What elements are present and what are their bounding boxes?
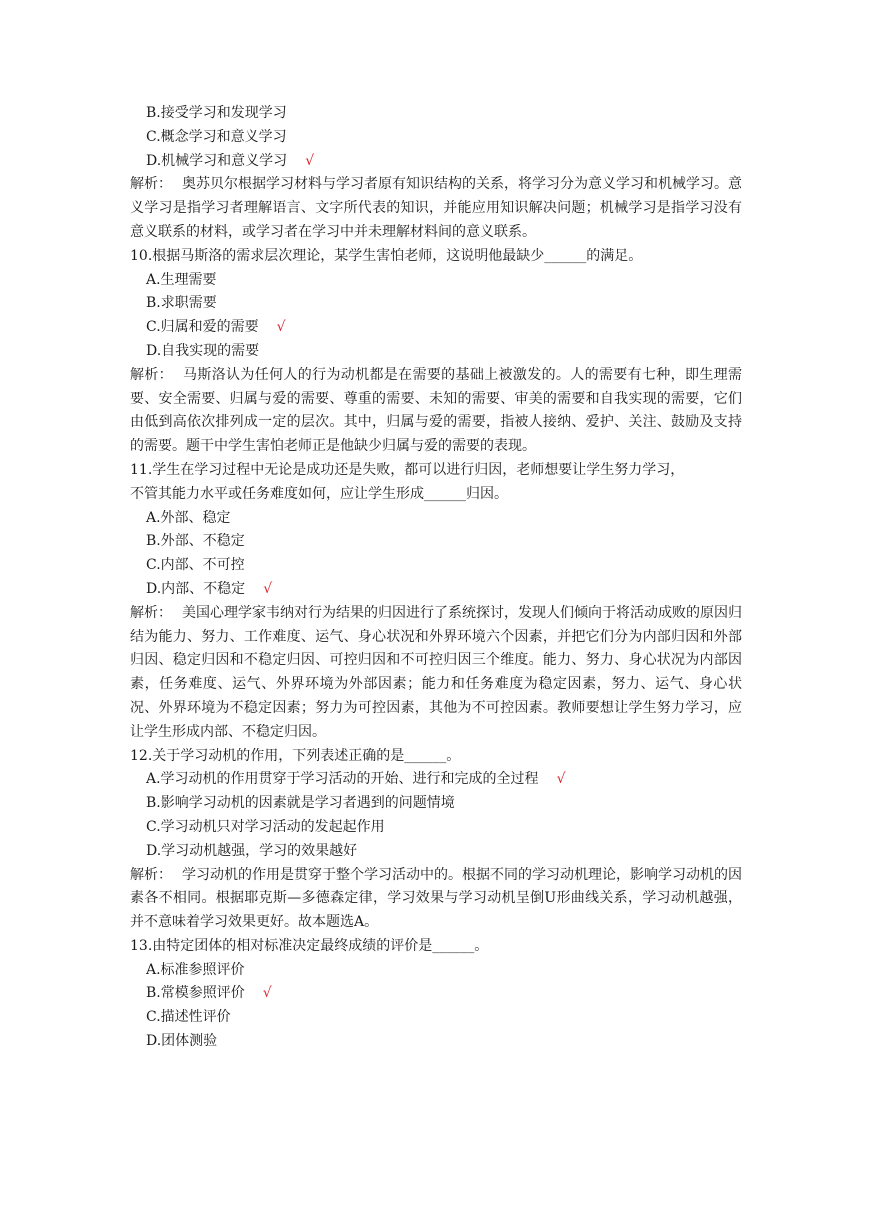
option-12-d: D.学习动机越强，学习的效果越好 — [146, 842, 358, 859]
document-page — [130, 102, 742, 1054]
option-9-d: D.机械学习和意义学习 √ — [146, 152, 315, 169]
correct-check-icon: √ — [276, 319, 286, 336]
question-13-stem: 13.由特定团体的相对标准决定最终成绩的评价是______。 — [130, 937, 489, 954]
option-13-b: B.常模参照评价 √ — [146, 985, 272, 1002]
explanation-label: 解析： — [130, 604, 172, 621]
explanation-9 — [130, 173, 742, 244]
correct-check-icon: √ — [556, 771, 566, 788]
option-11-c: C.内部、不可控 — [146, 557, 245, 574]
option-12-b: B.影响学习动机的因素就是学习者遇到的问题情境 — [146, 795, 455, 812]
explanation-label: 解析： — [130, 176, 172, 193]
option-10-c: C.归属和爱的需要 √ — [146, 319, 286, 336]
option-11-b: B.外部、不稳定 — [146, 533, 245, 550]
option-11-d: D.内部、不稳定 √ — [146, 580, 273, 597]
option-10-d: D.自我实现的需要 — [146, 342, 260, 359]
explanation-text: 学习动机的作用是贯穿于整个学习活动中的。根据不同的学习动机理论，影响学习动机的因素各不相同。根据耶克斯—多德森定律，学习效果与学习动机呈倒U形曲线关系，学习动机越强，并不意味着学习效果更好。故本题选A。 — [130, 866, 742, 931]
question-11 — [130, 459, 742, 745]
option-9-c: C.概念学习和意义学习 — [146, 128, 287, 145]
question-10-stem: 10.根据马斯洛的需求层次理论，某学生害怕老师，这说明他最缺少______的满足。 — [130, 247, 643, 264]
option-12-c: C.学习动机只对学习活动的发起起作用 — [146, 818, 385, 835]
option-12-a: A.学习动机的作用贯穿于学习活动的开始、进行和完成的全过程 √ — [146, 771, 566, 788]
correct-check-icon: √ — [263, 580, 273, 597]
option-13-c: C.描述性评价 — [146, 1009, 231, 1026]
option-9-b: B.接受学习和发现学习 — [146, 105, 287, 121]
explanation-12 — [130, 864, 742, 935]
correct-check-icon: √ — [305, 152, 315, 169]
explanation-text: 美国心理学家韦纳对行为结果的归因进行了系统探讨，发现人们倾向于将活动成败的原因归结为能力、努力、工作难度、运气、身心状况和外界环境六个因素，并把它们分为内部归因和外部归因、稳定归因和不稳定归因、可控归因和不可控归因三个维度。能力、努力、身心状况为内部因素，任务难度、运气、外界环境为外部因素；能力和任务难度为稳定因素，努力、运气、身心状况、外界环境为不稳定因素；努力为可控因素，其他为不可控因素。教师要想让学生努力学习，应让学生形成内部、不稳定归因。 — [130, 604, 742, 740]
option-10-a: A.生理需要 — [146, 271, 217, 288]
question-12-stem: 12.关于学习动机的作用，下列表述正确的是______。 — [130, 747, 461, 764]
correct-check-icon: √ — [262, 985, 272, 1002]
question-13 — [130, 935, 742, 1054]
question-9 — [130, 102, 742, 245]
explanation-11 — [130, 602, 742, 745]
option-13-a: A.标准参照评价 — [146, 961, 245, 978]
option-13-d: D.团体测验 — [146, 1033, 218, 1050]
explanation-label: 解析： — [130, 866, 172, 883]
question-12 — [130, 745, 742, 935]
explanation-text: 马斯洛认为任何人的行为动机都是在需要的基础上被激发的。人的需要有七种，即生理需要、安全需要、归属与爱的需要、尊重的需要、未知的需要、审美的需要和自我实现的需要，它们由低到高依次排列成一定的层次。其中，归属与爱的需要，指被人接纳、爱护、关注、鼓励及支持的需要。题干中学生害怕老师正是他缺少归属与爱的需要的表现。 — [130, 366, 743, 455]
question-10 — [130, 245, 742, 459]
explanation-label: 解析： — [130, 366, 174, 383]
explanation-10 — [130, 364, 742, 459]
option-11-a: A.外部、稳定 — [146, 509, 231, 526]
explanation-text: 奥苏贝尔根据学习材料与学习者原有知识结构的关系，将学习分为意义学习和机械学习。意义学习是指学习者理解语言、文字所代表的知识，并能应用知识解决问题；机械学习是指学习没有意义联系的材料，或学习者在学习中并未理解材料间的意义联系。 — [130, 176, 742, 240]
option-10-b: B.求职需要 — [146, 295, 217, 312]
question-11-stem-line-2: 不管其能力水平或任务难度如何，应让学生形成______归因。 — [130, 485, 508, 502]
question-11-stem-line-1: 11.学生在学习过程中无论是成功还是失败，都可以进行归因，老师想要让学生努力学习， — [130, 461, 685, 478]
